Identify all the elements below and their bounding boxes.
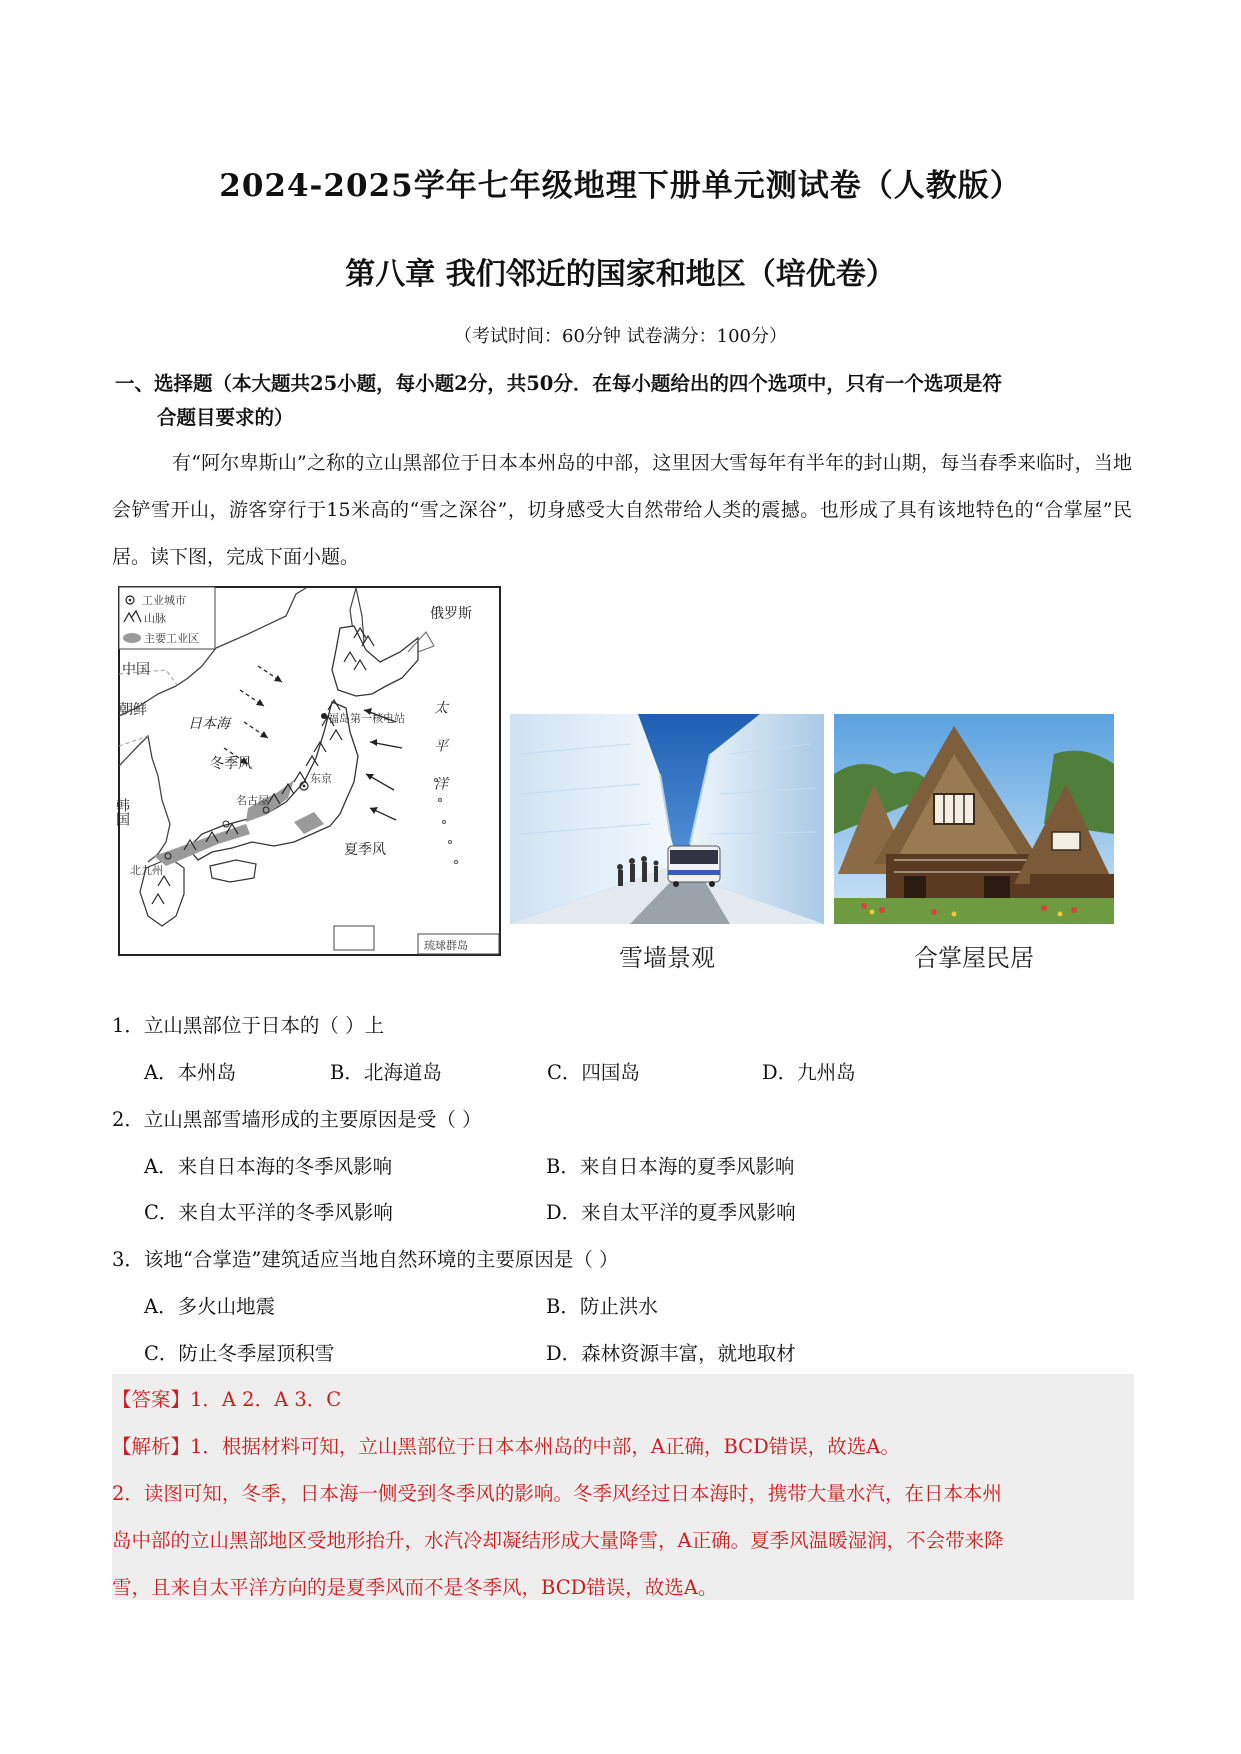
section-heading-line2: 合题目要求的） [157, 406, 294, 429]
chapter-title: 第八章 我们邻近的国家和地区（培优卷） [345, 257, 896, 292]
question-2-option-d: D．来自太平洋的夏季风影响 [546, 1201, 796, 1224]
japan-map [114, 586, 501, 956]
section-heading [115, 367, 1135, 435]
legend-mountain: 山脉 [144, 612, 166, 625]
question-3-option-b: B．防止洪水 [546, 1295, 658, 1318]
question-3-option-a: A．多火山地震 [144, 1295, 276, 1318]
exam-title: 2024-2025学年七年级地理下册单元测试卷（人教版） [219, 168, 1022, 204]
label-korea-north: 朝鲜 [119, 702, 147, 718]
label-china: 中国 [122, 662, 150, 678]
intro-paragraph [112, 440, 1132, 581]
label-tokyo: 东京 [310, 772, 332, 785]
question-3-stem: 3．该地“合掌造”建筑适应当地自然环境的主要原因是（ ） [112, 1248, 619, 1271]
exam-info: （考试时间：60分钟 试卷满分：100分） [454, 326, 787, 347]
section-heading-line1: 一、选择题（本大题共25小题，每小题2分，共50分．在每小题给出的四个选项中，只有一个选项是符 [115, 372, 1002, 395]
label-summer-wind: 夏季风 [344, 842, 386, 858]
label-sea-of-japan: 日本海 [188, 716, 230, 732]
question-3-option-c: C．防止冬季屋顶积雪 [144, 1342, 335, 1365]
label-pacific: 太平洋 [432, 700, 448, 814]
gassho-house-photo [834, 714, 1114, 924]
question-1-option-a: A．本州岛 [144, 1061, 237, 1084]
question-2-option-a: A．来自日本海的冬季风影响 [144, 1155, 393, 1178]
intro-text: 有“阿尔卑斯山”之称的立山黑部位于日本本州岛的中部，这里因大雪每年有半年的封山期，每当春季来临时，当地会铲雪开山，游客穿行于15米高的“雪之深谷”，切身感受大自然带给人类的震撼。也形成了具有该地特色的“合掌屋”民居。读下图，完成下面小题。 [112, 452, 1132, 568]
question-1-stem: 1．立山黑部位于日本的（ ）上 [112, 1014, 385, 1037]
label-ryukyu: 琉球群岛 [424, 939, 468, 952]
label-nagoya: 名古屋 [236, 794, 269, 807]
question-3-option-d: D．森林资源丰富，就地取材 [546, 1342, 796, 1365]
gassho-house-caption: 合掌屋民居 [914, 944, 1034, 972]
snow-wall-caption: 雪墙景观 [619, 944, 715, 972]
label-korea-south: 韩国 [114, 798, 130, 826]
question-1-option-c: C．四国岛 [547, 1061, 640, 1084]
snow-wall-photo [510, 714, 824, 924]
label-kitakyushu: 北九州 [130, 864, 163, 877]
legend-industrial-zone: 主要工业区 [144, 632, 199, 645]
analysis-1: 【解析】1．根据材料可知，立山黑部位于日本本州岛的中部，A正确，BCD错误，故选A。 [112, 1435, 900, 1458]
question-2-option-b: B．来自日本海的夏季风影响 [546, 1155, 795, 1178]
answer-line: 【答案】1．A 2．A 3．C [112, 1388, 342, 1411]
legend-industrial-city: 工业城市 [142, 594, 186, 607]
question-2-option-c: C．来自太平洋的冬季风影响 [144, 1201, 393, 1224]
analysis-2-line1: 2．读图可知，冬季，日本海一侧受到冬季风的影响。冬季风经过日本海时，携带大量水汽，在日本本州 [112, 1482, 1002, 1505]
label-fukushima: 福岛第一核电站 [328, 712, 405, 725]
label-russia: 俄罗斯 [430, 606, 472, 622]
question-1-option-b: B．北海道岛 [330, 1061, 442, 1084]
label-winter-wind: 冬季风 [210, 756, 252, 772]
question-1-option-d: D．九州岛 [762, 1061, 856, 1084]
analysis-2-line2: 岛中部的立山黑部地区受地形抬升，水汽冷却凝结形成大量降雪，A正确。夏季风温暖湿润，不会带来降 [112, 1529, 1004, 1552]
question-2-stem: 2．立山黑部雪墙形成的主要原因是受（ ） [112, 1108, 482, 1131]
analysis-2-line3: 雪，且来自太平洋方向的是夏季风而不是冬季风，BCD错误，故选A。 [112, 1576, 718, 1599]
industrial-zone-icon [123, 633, 141, 643]
